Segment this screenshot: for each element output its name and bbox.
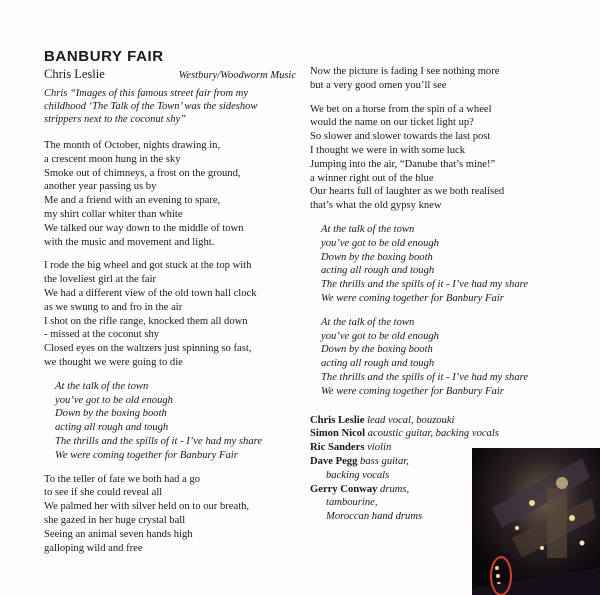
lyric-line: would the name on our ticket light up? [310,117,474,129]
note-line: Chris “Images of this famous street fair from my [44,88,248,99]
musician-role: backing vocals [326,469,390,481]
byline [44,67,296,82]
lyric-line: So slower and slower towards the last post [310,131,491,143]
credit-row [310,427,580,441]
lyric-line: another year passing us by [44,181,157,193]
lyric-line: I rode the big wheel and got stuck at the top with [44,260,252,272]
lyric-line: At the talk of the town [321,316,415,328]
lyric-line: Jumping into the air, “Danube that’s mine!” [310,158,496,170]
right-lyrics [310,65,580,399]
lyric-line: We talked our way down to the middle of town [44,222,244,234]
left-column [44,48,296,555]
lyric-line: you’ve got to be old enough [321,237,439,249]
lyric-line: We bet on a horse from the spin of a wheel [310,103,492,115]
note-line: strippers next to the coconut shy” [44,114,187,125]
lyric-line: I thought we were in with some luck [310,144,466,156]
lyric-line: a crescent moon hung in the sky [44,153,181,165]
lyric-line: acting all rough and tough [55,422,169,434]
musician-role: violin [367,442,392,454]
lyric-line: I shot on the rifle range, knocked them all down [44,315,248,327]
lyric-line: Closed eyes on the waltzers just spinning so fast, [44,343,252,355]
lyric-line: we thought we were going to die [44,356,183,368]
verse-stanza [44,259,296,369]
lyric-line: Down by the boxing booth [321,251,433,263]
lyric-line: - missed at the coconut shy [44,329,160,341]
chorus-stanza [310,223,580,306]
lyric-line: you’ve got to be old enough [321,330,439,342]
lyric-line: the loveliest girl at the fair [44,274,157,286]
lyric-line: The thrills and the spills of it - I’ve had my share [321,279,529,291]
lyric-line: that’s what the old gypsy knew [310,200,442,212]
lyric-line: Smoke out of chimneys, a frost on the ground, [44,167,241,179]
lyric-line: she gazed in her huge crystal ball [44,514,186,526]
musician-name: Simon Nicol [310,428,366,440]
lyric-line: to see if she could reveal all [44,487,163,499]
lyric-line: acting all rough and tough [321,265,435,277]
musician-name: Chris Leslie [310,414,365,426]
lyric-line: The thrills and the spills of it - I’ve had my share [55,435,263,447]
musician-role: tambourine, [326,497,378,509]
musician-role: bass guitar, [360,455,409,467]
lyric-line: my shirt collar whiter than white [44,208,183,220]
lyric-line: At the talk of the town [321,223,415,235]
lyric-line: We were coming together for Banbury Fair [321,385,504,397]
verse-stanza [44,473,296,556]
lyric-line: galloping wild and free [44,542,143,554]
verse-stanza [44,139,296,249]
lyric-line: The month of October, nights drawing in, [44,140,221,151]
lyric-line: but a very good omen you’ll see [310,79,447,91]
fairground-photo [472,448,600,595]
note-line: childhood ‘The Talk of the Town’ was the sideshow [44,101,258,112]
lyric-line: as we swung to and fro in the air [44,301,183,313]
verse-stanza [310,103,580,213]
lyric-line: At the talk of the town [55,380,149,392]
lyric-line: To the teller of fate we both had a go [44,473,201,485]
lyric-line: acting all rough and tough [321,358,435,370]
song-author: Chris Leslie [44,67,105,81]
left-lyrics [44,139,296,555]
lyric-line: We had a different view of the old town hall clock [44,287,257,299]
song-title: BANBURY FAIR [44,48,164,65]
lyric-line: Now the picture is fading I see nothing more [310,66,500,77]
song-note [44,87,296,126]
musician-role: lead vocal, bouzouki [367,414,455,426]
musician-name: Gerry Conway [310,483,378,495]
lyric-line: We palmed her with silver held on to our breath, [44,501,250,513]
lyric-line: you’ve got to be old enough [55,394,173,406]
song-publisher: Westbury/Woodworm Music [178,70,296,81]
chorus-stanza [44,380,296,463]
lyric-line: with the music and movement and light. [44,236,215,248]
lyric-line: a winner right out of the blue [310,172,434,184]
lyric-line: We were coming together for Banbury Fair [321,292,504,304]
lyric-line: Down by the boxing booth [321,344,433,356]
lyric-line: Seeing an animal seven hands high [44,528,193,540]
lyric-line: Me and a friend with an evening to spare, [44,195,221,207]
lyric-line: Down by the boxing booth [55,408,167,420]
chorus-stanza [310,316,580,399]
musician-role: Moroccan hand drums [326,511,423,523]
musician-name: Ric Sanders [310,442,365,454]
musician-role: acoustic guitar, backing vocals [367,428,499,440]
photo-red-ring [490,556,512,595]
lyric-line: The thrills and the spills of it - I’ve had my share [321,371,529,383]
credit-row [310,414,580,428]
musician-role: drums, [380,483,410,495]
lyric-line: We were coming together for Banbury Fair [55,449,238,461]
lyric-line: Our hearts full of laughter as we both realised [310,186,505,198]
musician-name: Dave Pegg [310,455,358,467]
verse-stanza [310,65,580,93]
